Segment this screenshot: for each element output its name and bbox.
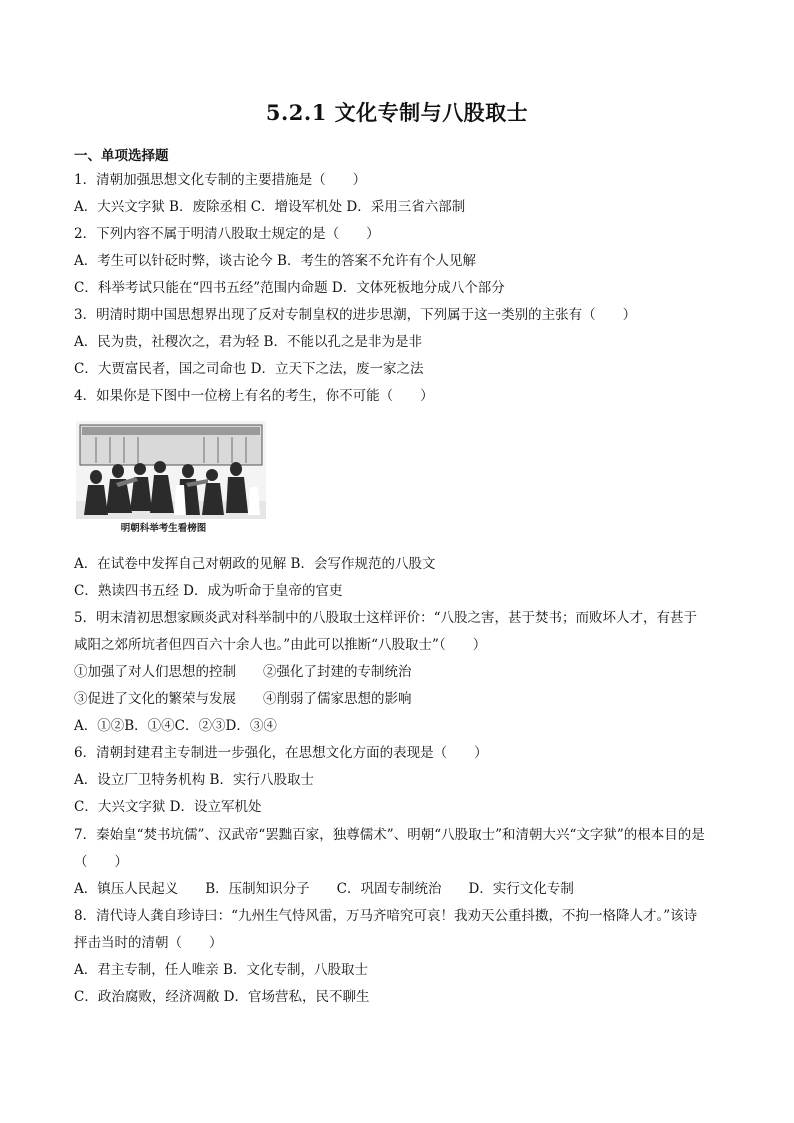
section-heading: 一、单项选择题: [74, 148, 169, 164]
question-4: 4．如果你是下图中一位榜上有名的考生，你不可能（ ）: [74, 388, 434, 404]
exam-results-figure: [76, 421, 266, 539]
question-3: 3．明清时期中国思想界出现了反对专制皇权的进步思潮，下列属于这一类别的主张有（ ）: [74, 307, 637, 323]
question-5-line-2: 咸阳之郊所坑者但四百六十余人也。”由此可以推断“八股取士”（ ）: [74, 637, 487, 653]
question-1: 1．清朝加强思想文化专制的主要措施是（ ）: [74, 172, 367, 188]
question-6: 6．清朝封建君主专制进一步强化，在思想文化方面的表现是（ ）: [74, 745, 488, 761]
question-4-options-ab: A．在试卷中发挥自己对朝政的见解 B．会写作规范的八股文: [74, 556, 436, 572]
question-7-line-2: （ ）: [74, 854, 128, 870]
page-title: 5.2.1 文化专制与八股取士: [265, 100, 529, 125]
exam-results-illustration-icon: [76, 421, 266, 519]
question-5-statements-12: ①加强了对人们思想的控制 ②强化了封建的专制统治: [74, 664, 412, 680]
figure-caption: 明朝科举考生看榜图: [120, 523, 207, 534]
question-7-options: A．镇压人民起义 B．压制知识分子 C．巩固专制统治 D．实行文化专制: [74, 881, 574, 897]
question-8-line-2: 抨击当时的清朝（ ）: [74, 935, 223, 951]
question-5-line-1: 5．明末清初思想家顾炎武对科举制中的八股取士这样评价：“八股之害，甚于焚书；而败坏人才，有甚于: [74, 610, 697, 626]
question-4-options-cd: C．熟读四书五经 D．成为听命于皇帝的官吏: [74, 583, 343, 599]
question-2: 2．下列内容不属于明清八股取士规定的是（ ）: [74, 226, 380, 242]
question-2-options-cd: C．科举考试只能在“四书五经”范围内命题 D．文体死板地分成八个部分: [74, 280, 505, 296]
question-3-options-cd: C．大贾富民者，国之司命也 D．立天下之法，废一家之法: [74, 361, 424, 377]
question-5-options: A．①②B．①④C．②③D．③④: [74, 718, 277, 734]
question-6-options-ab: A．设立厂卫特务机构 B．实行八股取士: [74, 772, 314, 788]
question-8-options-ab: A．君主专制，任人唯亲 B．文化专制，八股取士: [74, 962, 368, 978]
question-5-statements-34: ③促进了文化的繁荣与发展 ④削弱了儒家思想的影响: [74, 691, 412, 707]
question-1-options: A．大兴文字狱 B．废除丞相 C．增设军机处 D．采用三省六部制: [74, 199, 466, 215]
question-3-options-ab: A．民为贵，社稷次之，君为轻 B．不能以孔之是非为是非: [74, 334, 422, 350]
question-6-options-cd: C．大兴文字狱 D．设立军机处: [74, 799, 262, 815]
question-8-options-cd: C．政治腐败，经济凋敝 D．官场营私，民不聊生: [74, 989, 370, 1005]
question-2-options-ab: A．考生可以针砭时弊，谈古论今 B．考生的答案不允许有个人见解: [74, 253, 476, 269]
question-7-line-1: 7．秦始皇“焚书坑儒”、汉武帝“罢黜百家，独尊儒术”、明朝“八股取士”和清朝大兴“文字狱”的根本目的是: [74, 827, 705, 843]
question-8-line-1: 8．清代诗人龚自珍诗曰：“九州生气恃风雷，万马齐喑究可哀！我劝天公重抖擞，不拘一格降人才。”该诗: [74, 908, 698, 924]
